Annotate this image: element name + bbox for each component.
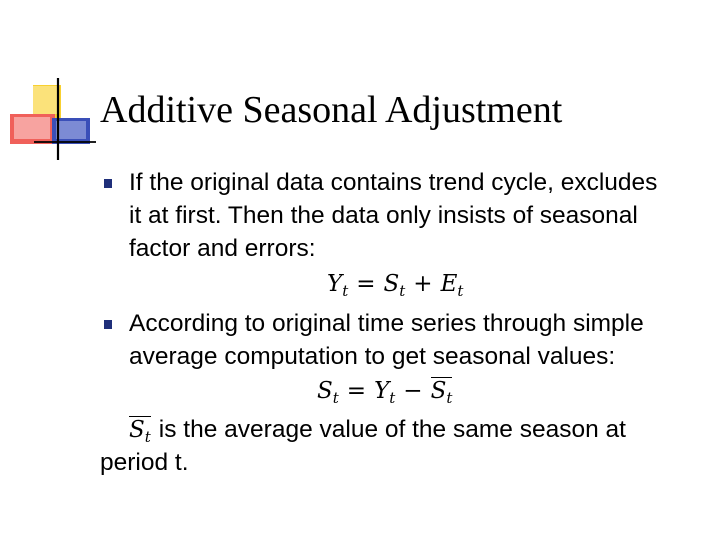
bullet-1-line-2: it at first. Then the data only insists of seasonal — [129, 202, 638, 229]
formula-2-op1: = — [346, 378, 367, 404]
note-symbol — [129, 416, 151, 446]
formula-2-a: Y — [374, 378, 390, 404]
square-bullet-icon — [104, 320, 112, 329]
formula-1-a: S — [383, 271, 400, 297]
note-symbol-letter: S — [129, 417, 145, 443]
formula-1-op2: + — [413, 271, 433, 297]
note-line-1 — [100, 413, 626, 446]
formula-1-lhs-sub: t — [342, 282, 349, 300]
formula-1-b: E — [440, 271, 458, 297]
bullet-1-line-1: If the original data contains trend cycle, excludes — [129, 169, 658, 196]
formula-1-op1: = — [356, 271, 376, 297]
bullet-1-line-3: factor and errors: — [129, 235, 316, 262]
formula-additive-model — [327, 269, 463, 299]
slide-title: Additive Seasonal Adjustment — [100, 89, 563, 131]
bullet-1-text — [129, 166, 657, 265]
formula-2-b-overline — [430, 377, 453, 407]
formula-2-b-sub: t — [446, 389, 453, 407]
note-symbol-sub: t — [144, 428, 151, 446]
note-text — [100, 413, 626, 479]
formula-2-op2: − — [403, 378, 423, 404]
bullet-2-line-1: According to original time series through simple — [129, 310, 644, 337]
square-bullet-icon — [104, 179, 112, 188]
formula-1-a-sub: t — [399, 282, 406, 300]
formula-2-b: S — [430, 378, 447, 404]
slide-logo-icon — [0, 0, 100, 170]
bullet-2-text — [129, 307, 644, 373]
note-line-1-text: is the average value of the same season at — [158, 416, 626, 443]
formula-2-a-sub: t — [389, 389, 396, 407]
formula-seasonal-values — [317, 376, 452, 406]
note-line-2: period t. — [100, 449, 189, 476]
formula-2-lhs-sub: t — [332, 389, 339, 407]
formula-1-lhs: Y — [327, 271, 343, 297]
formula-2-lhs: S — [317, 378, 333, 404]
formula-1-b-sub: t — [457, 282, 464, 300]
bullet-2-line-2: average computation to get seasonal values: — [129, 343, 616, 370]
